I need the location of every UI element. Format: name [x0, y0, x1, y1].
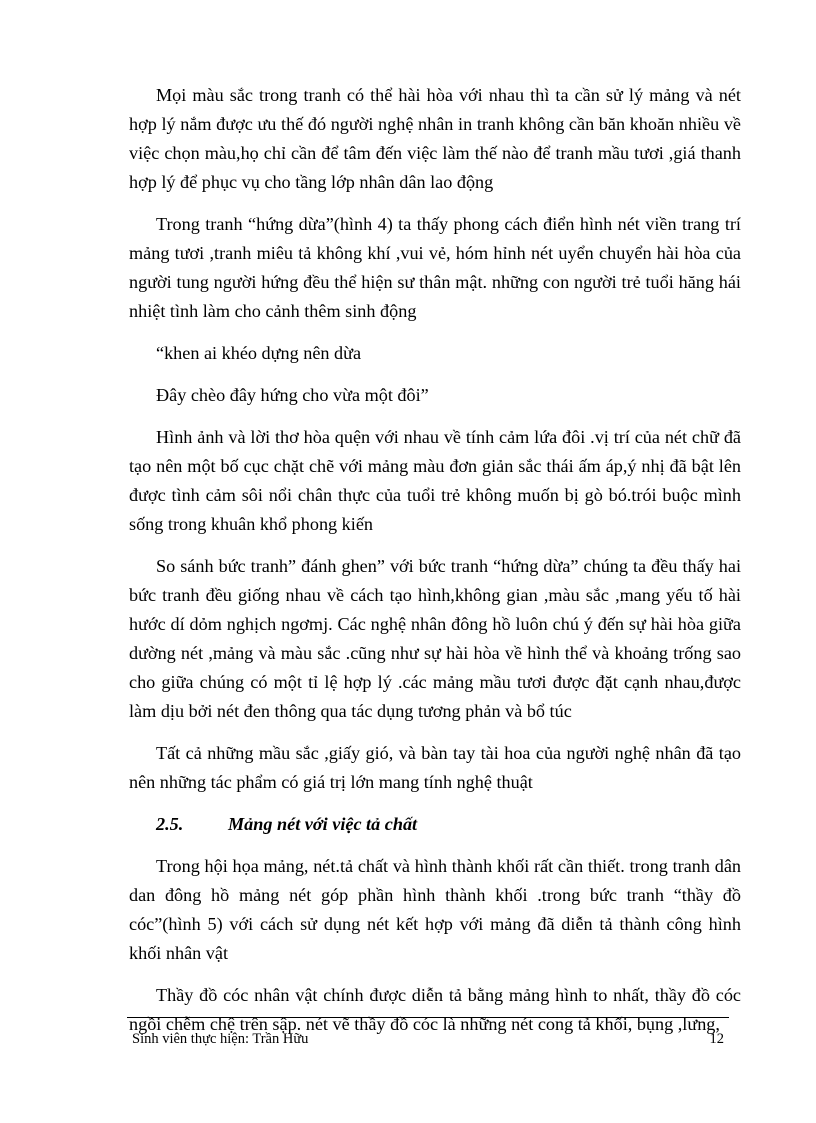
poem-line: Đây chèo đây hứng cho vừa một đôi”	[156, 385, 429, 405]
body-text	[129, 81, 741, 1052]
poem-line: “khen ai khéo dựng nên dừa	[156, 343, 362, 363]
paragraph: Trong hội họa mảng, nét.tả chất và hình thành khối rất cần thiết. trong tranh dân dan đông hồ mảng nét góp phần hình thành khối .trong bức tranh “thầy đồ cóc”(hình 5) với cách sử dụng nét kết hợp với mảng đã diễn tả thành công hình khối nhân vật	[129, 856, 741, 963]
paragraph: So sánh bức tranh” đánh ghen” với bức tranh “hứng dừa” chúng ta đều thấy hai bức tranh đều giống nhau về cách tạo hình,không gian ,màu sắc ,mang yếu tố hài hước dí dỏm nghịch ngơmj. Các nghệ nhân đông hồ luôn chú ý đến sự hài hòa giữa dường nét ,mảng và màu sắc .cũng như sự hài hòa về hình thể và khoảng trống sao cho giữa chúng có một tỉ lệ hợp lý .các mảng mầu tươi được đặt cạnh nhau,được làm dịu bởi nét đen thông qua tác dụng tương phản và bổ túc	[129, 556, 741, 721]
footer-author: Sinh viên thực hiện: Trần Hữu	[132, 1031, 309, 1047]
paragraph: Thầy đồ cóc nhân vật chính được diễn tả bằng mảng hình to nhất, thầy đồ cóc ngồi chễm chệ trên sập. nét vẽ thầy đồ cóc là những nét cong tả khối, bụng ,lưng,	[129, 985, 741, 1034]
paragraph: Hình ảnh và lời thơ hòa quện với nhau về tính cảm lứa đôi .vị trí của nét chữ đã tạo nên một bố cục chặt chẽ với mảng màu đơn giản sắc thái ấm áp,ý nhị đã bật lên được tình cảm sôi nổi chân thực của tuổi trẻ không muốn bị gò bó.trói buộc mình sống trong khuân khổ phong kiến	[129, 427, 741, 534]
paragraph: Mọi màu sắc trong tranh có thể hài hòa với nhau thì ta cần sử lý mảng và nét hợp lý nắm được ưu thế đó người nghệ nhân in tranh không cần băn khoăn nhiều về việc chọn màu,họ chỉ cần để tâm đến việc làm thế nào để tranh mầu tươi ,giá thanh hợp lý để phục vụ cho tầng lớp nhân dân lao động	[129, 85, 741, 192]
footer-divider	[127, 1017, 729, 1018]
section-heading	[129, 810, 741, 839]
page-number: 12	[709, 1031, 724, 1047]
section-title: Mảng nét với việc tả chất	[228, 814, 418, 834]
section-number: 2.5.	[156, 814, 184, 834]
paragraph: Trong tranh “hứng dừa”(hình 4) ta thấy phong cách điển hình nét viền trang trí mảng tươi ,tranh miêu tả không khí ,vui vẻ, hóm hỉnh nét uyển chuyển hài hòa của người tung người hứng đều thể hiện sư thân mật. những con người trẻ tuổi hăng hái nhiệt tình làm cho cảnh thêm sinh động	[129, 214, 741, 321]
paragraph: Tất cả những mầu sắc ,giấy gió, và bàn tay tài hoa của người nghệ nhân đã tạo nên những tác phẩm có giá trị lớn mang tính nghệ thuật	[129, 743, 741, 792]
